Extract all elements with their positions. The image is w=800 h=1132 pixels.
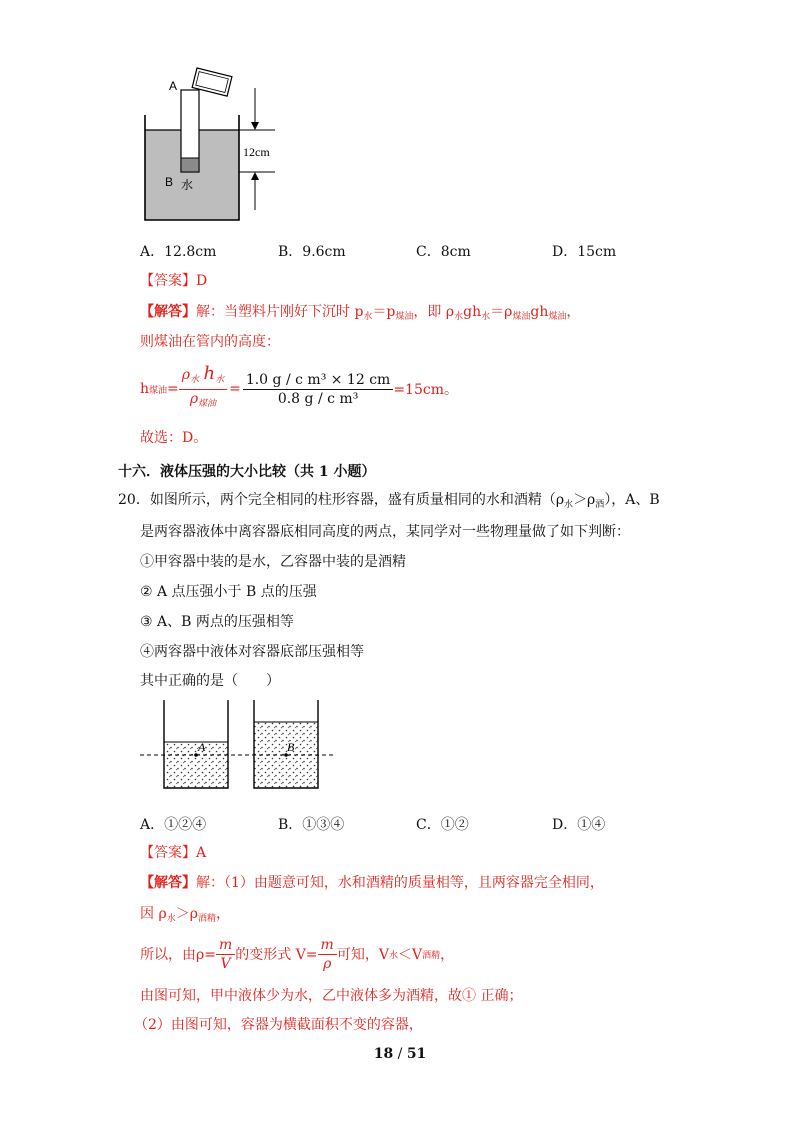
formula-fraction-1: $\frac{\rho_水 h_水}{\rho_{煤油}}$ [179,365,227,413]
label-water: 水 [181,178,194,192]
q19-analysis-line2: 则煤油在管内的高度： [140,334,280,350]
q20-stem-line2: 是两容器液体中离容器底相同高度的两点，某同学对一些物理量做了如下判断： [140,524,630,540]
q19-option-d[interactable]: D．15cm [552,244,617,260]
plastic-piece [181,158,199,172]
q20-option-d[interactable]: D．①④ [552,817,606,833]
q20-prompt: 其中正确的是（ ） [140,673,280,689]
q20-analysis-line5: （2）由图可知，容器为横截面积不变的容器， [134,1017,423,1033]
q19-answer: 【答案】D [140,273,208,289]
q20-option-a[interactable]: A．①②④ [140,817,207,833]
page-number: 18 / 51 [373,1046,427,1062]
q19-option-c[interactable]: C．8cm [416,244,471,260]
fraction-m-over-v: $\frac{m}{V}$ [216,936,235,973]
label-point-b: B [287,740,295,754]
liquid-water [164,742,228,788]
label-a: A [169,79,178,93]
label-12cm: 12cm [243,145,270,159]
q19-formula: h 煤油 = $\frac{\rho_水 h_水}{\rho_{煤油}}$ = $\frac{\text{1.0 g / c m³ × 12 cm}}{\text{0.8 g / c m³}}$ =15cm。 [140,364,458,414]
q20-option-b[interactable]: B．①③④ [278,817,345,833]
q20-stem-line1: 20．如图所示，两个完全相同的柱形容器，盛有质量相同的水和酒精$(\rho_水>\rho_酒)$，A、B [118,492,660,510]
q20-item-2: ② A 点压强小于 B 点的压强 [140,584,317,600]
q20-option-c[interactable]: C．①② [416,817,469,833]
q19-option-b[interactable]: B．9.6cm [278,244,346,260]
figure-tube-container [135,60,315,230]
q19-analysis-line1: 【解答】解：当塑料片刚好下沉时 $p_水=p_{煤油}$，即 $\rho_水gh_水=\rho_{煤油}gh_{煤油}$， [140,304,581,322]
figure-two-containers [138,694,348,794]
q20-analysis-line4: 由图可知，甲中液体少为水，乙中液体多为酒精，故① 正确； [140,988,523,1004]
q19-conclusion: 故选：D。 [140,430,208,446]
q20-analysis-line2: 因 $\rho_水>\rho_{酒精}$， [140,906,230,924]
q20-analysis-line3: 所以，由ρ= $\frac{m}{V}$ 的变形式 V= $\frac{m}{\rho}$ 可知，V 水 ＜V 酒精 ， [140,936,455,972]
q20-answer: 【答案】A [140,845,207,861]
q20-analysis-line1: 【解答】解：（1）由题意可知，水和酒精的质量相等，且两容器完全相同， [140,875,604,891]
section-16-title: 十六．液体压强的大小比较（共 1 小题） [118,464,376,480]
q20-item-3: ③ A、B 两点的压强相等 [140,614,294,630]
formula-fraction-2: $\frac{\text{1.0 g / c m³ × 12 cm}}{\text{0.8 g / c m³}}$ [243,371,393,408]
q20-item-1: ①甲容器中装的是水，乙容器中装的是酒精 [140,554,406,570]
label-point-a: A [198,740,206,754]
label-b: B [165,175,174,189]
q19-option-a[interactable]: A．12.8cm [140,244,217,260]
q20-item-4: ④两容器中液体对容器底部压强相等 [140,644,364,660]
fraction-m-over-rho: $\frac{m}{\rho}$ [318,936,337,973]
